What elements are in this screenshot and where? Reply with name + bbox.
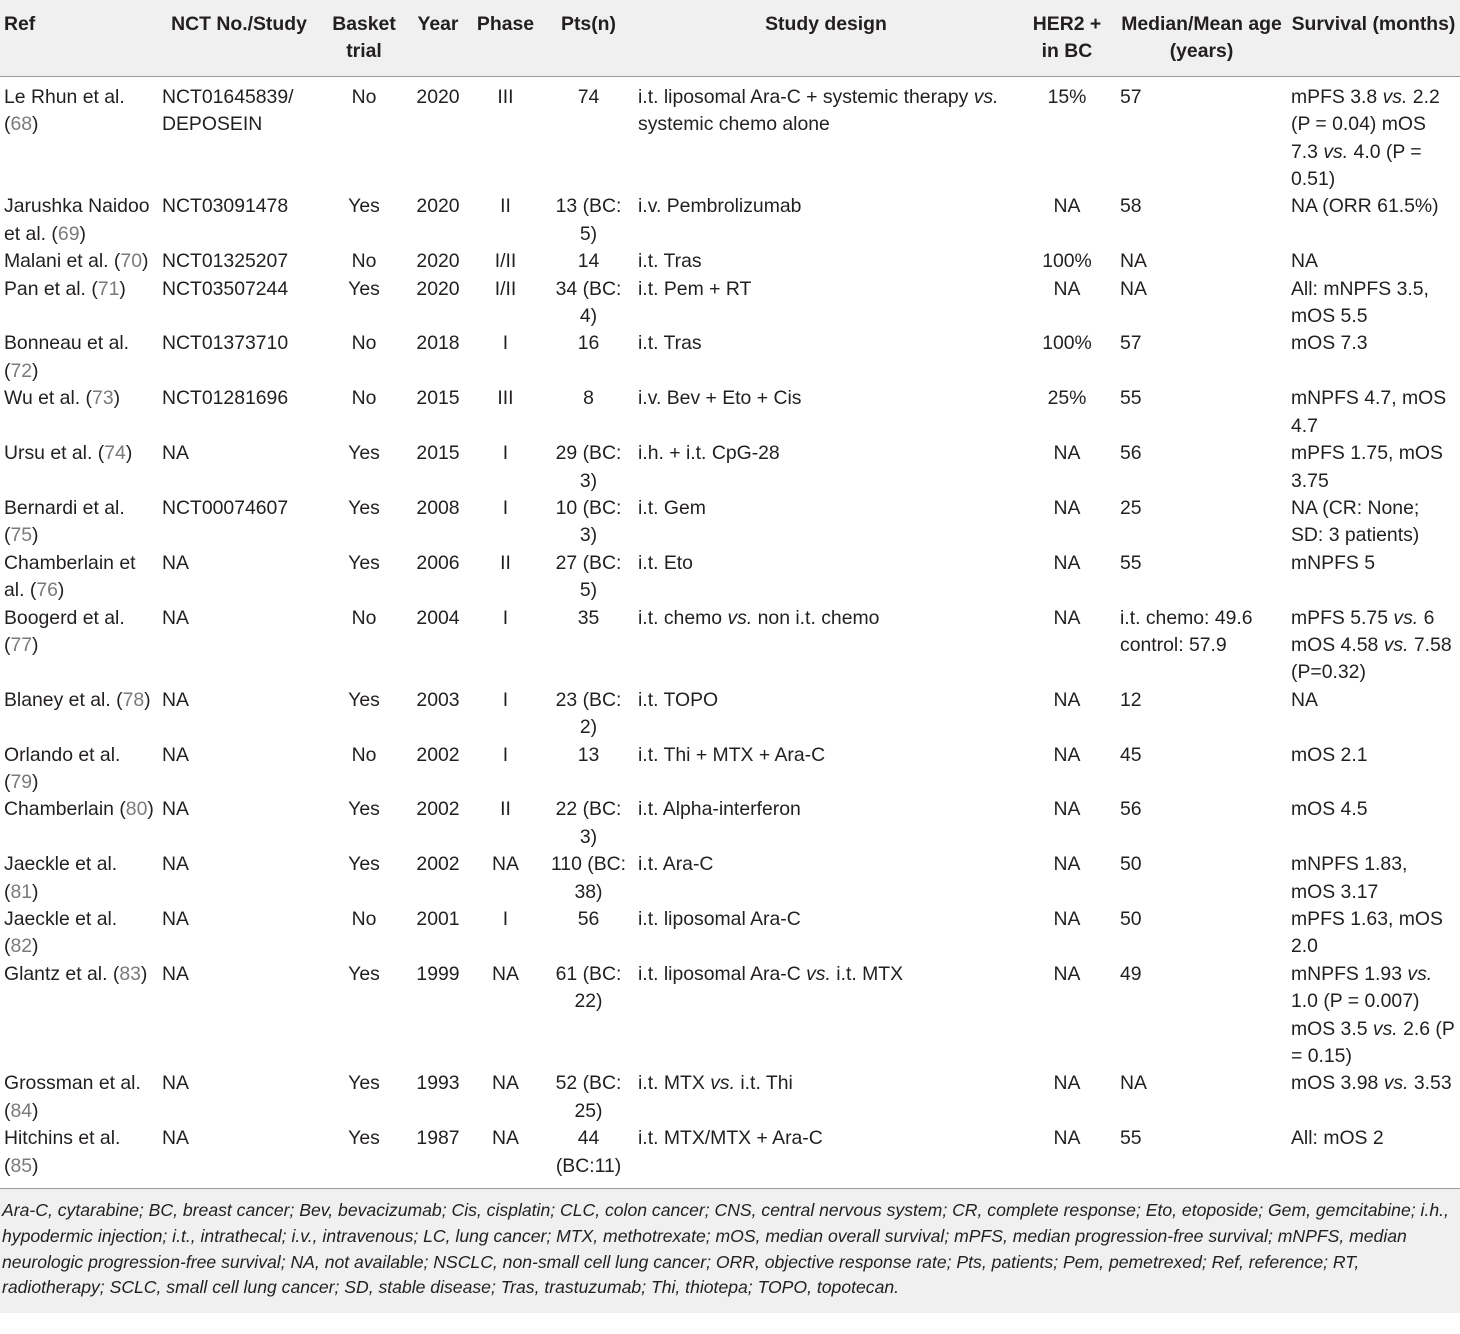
ref-number-link[interactable]: 77 — [10, 633, 33, 656]
ref-name: Ursu et al. — [4, 442, 93, 465]
cell-survival: mNPFS 5 — [1291, 551, 1376, 574]
cell-her2: 15% — [1047, 85, 1087, 108]
cell-nct: NCT01325207 — [162, 250, 289, 273]
table-row — [0, 193, 1460, 248]
cell-nct: NA — [162, 962, 189, 985]
cell-survival: NA — [1291, 688, 1318, 711]
cell-age: i.t. chemo: 49.6 control: 57.9 — [1120, 606, 1253, 656]
cell-age: 55 — [1120, 551, 1142, 574]
cell-her2: NA — [1053, 551, 1081, 574]
cell-basket: Yes — [348, 798, 380, 821]
cell-year: 2015 — [416, 387, 460, 410]
cell-survival: mPFS 3.8 vs. 2.2 (P = 0.04) mOS 7.3 vs. 4.0 (P = 0.51) — [1291, 85, 1440, 191]
cell-design: i.v. Bev + Eto + Cis — [638, 387, 802, 410]
table-row — [0, 495, 1460, 550]
cell-year: 2003 — [416, 688, 460, 711]
cell-year: 2020 — [416, 195, 460, 218]
cell-ref: Wu et al. (73) — [4, 387, 121, 410]
ref-name: Hitchins et al. — [4, 1127, 121, 1150]
cell-age: 57 — [1120, 85, 1142, 108]
ref-name: Wu et al. — [4, 387, 81, 410]
table-row — [0, 385, 1460, 440]
ref-name: Grossman et al. — [4, 1072, 141, 1095]
design-vs: vs. — [727, 606, 753, 629]
design-vs: vs. — [710, 1072, 735, 1095]
cell-her2: 100% — [1042, 250, 1092, 273]
cell-nct: NCT01373710 — [162, 332, 289, 355]
cell-pts: 110 (BC: 38) — [550, 853, 627, 903]
cell-survival: NA (ORR 61.5%) — [1291, 195, 1439, 218]
ref-number-link[interactable]: 75 — [10, 524, 33, 547]
cell-nct: NA — [162, 551, 189, 574]
table-row — [0, 276, 1460, 331]
ref-number-link[interactable]: 82 — [10, 935, 33, 958]
table-row — [0, 1070, 1460, 1125]
design-part-b: i.t. Thi — [740, 1072, 793, 1095]
table-row — [0, 906, 1460, 961]
table-row — [0, 248, 1460, 275]
ref-name: Jarushka Naidoo et al. — [4, 195, 150, 245]
cell-her2: NA — [1053, 442, 1081, 465]
header-basket: Basket trial — [332, 13, 396, 63]
header-ref: Ref — [4, 13, 36, 35]
design-part-a: i.t. chemo — [638, 606, 723, 629]
cell-year: 1999 — [416, 962, 460, 985]
cell-nct: NCT03091478 — [162, 195, 289, 218]
cell-survival: mNPFS 4.7, mOS 4.7 — [1291, 387, 1447, 437]
cell-design — [634, 605, 1018, 687]
table-header — [0, 0, 1460, 76]
cell-phase: I — [502, 496, 509, 519]
cell-design: i.t. Ara-C — [638, 853, 714, 876]
cell-design — [634, 76, 1018, 193]
cell-basket: Yes — [348, 1127, 380, 1150]
cell-ref: Orlando et al. (79) — [4, 743, 121, 793]
cell-pts: 44 (BC:11) — [555, 1127, 622, 1177]
table-row — [0, 961, 1460, 1071]
cell-year: 2020 — [416, 250, 460, 273]
cell-survival: mOS 2.1 — [1291, 743, 1368, 766]
design-part-b: i.t. MTX — [836, 962, 904, 985]
ref-number-link[interactable]: 81 — [10, 880, 33, 903]
cell-her2: NA — [1053, 496, 1081, 519]
ref-name: Jaeckle et al. — [4, 908, 118, 930]
table-body — [0, 76, 1460, 1188]
cell-nct: NA — [162, 1072, 189, 1095]
cell-phase: NA — [492, 1127, 519, 1150]
cell-basket: Yes — [348, 496, 380, 519]
cell-survival: mNPFS 1.93 vs. 1.0 (P = 0.007) mOS 3.5 vs. 2.6 (P = 0.15) — [1291, 962, 1455, 1068]
header-phase: Phase — [476, 13, 535, 35]
cell-basket: No — [351, 250, 377, 273]
cell-age: NA — [1120, 250, 1147, 273]
cell-survival: All: mNPFS 3.5, mOS 5.5 — [1291, 277, 1429, 328]
cell-age: 55 — [1120, 387, 1142, 410]
table-row — [0, 1125, 1460, 1188]
ref-number-link[interactable]: 84 — [10, 1099, 33, 1122]
cell-ref: Jaeckle et al. (81) — [4, 853, 118, 903]
cell-pts: 23 (BC: 2) — [555, 688, 622, 739]
cell-pts: 74 — [577, 85, 600, 108]
ref-number-link[interactable]: 71 — [97, 277, 120, 300]
cell-design: i.v. Pembrolizumab — [638, 195, 802, 218]
cell-phase: NA — [492, 1072, 519, 1095]
cell-phase: I — [502, 908, 509, 930]
cell-age: 58 — [1120, 195, 1142, 218]
ref-number-link[interactable]: 70 — [120, 250, 142, 273]
cell-pts: 14 — [577, 250, 600, 273]
cell-basket: Yes — [348, 195, 380, 218]
ref-number-link[interactable]: 85 — [10, 1154, 33, 1177]
table-row — [0, 76, 1460, 193]
cell-basket: No — [351, 387, 377, 410]
cell-year: 2020 — [416, 85, 460, 108]
cell-pts: 27 (BC: 5) — [555, 551, 622, 602]
cell-ref: Chamberlain et al. (76) — [4, 551, 136, 602]
cell-phase: NA — [492, 853, 519, 876]
ref-name: Le Rhun et al. — [4, 85, 125, 108]
header-pts: Pts(n) — [561, 13, 616, 35]
design-part-a: i.t. liposomal Ara-C + systemic therapy — [638, 85, 969, 108]
cell-design: i.t. MTX/MTX + Ara-C — [638, 1127, 823, 1150]
ref-name: Chamberlain — [4, 798, 114, 821]
design-vs: vs. — [973, 85, 999, 108]
cell-ref: Boogerd et al. (77) — [4, 606, 125, 656]
cell-survival: mOS 7.3 — [1291, 332, 1368, 355]
cell-pts: 13 (BC: 5) — [555, 195, 622, 245]
cell-year: 2004 — [416, 606, 460, 629]
cell-age: NA — [1120, 277, 1147, 300]
cell-pts: 61 (BC: 22) — [555, 962, 622, 1013]
cell-phase: III — [497, 85, 514, 108]
cell-phase: I/II — [494, 277, 517, 300]
ref-name: Chamberlain et al. — [4, 551, 136, 602]
cell-phase: I — [502, 332, 509, 355]
cell-ref: Pan et al. (71) — [4, 277, 126, 300]
cell-design: i.t. Tras — [638, 332, 702, 355]
cell-nct: NA — [162, 606, 189, 629]
header-design: Study design — [765, 13, 887, 35]
cell-survival: mNPFS 1.83, mOS 3.17 — [1291, 853, 1408, 903]
cell-her2: NA — [1053, 606, 1081, 629]
cell-ref: Glantz et al. (83) — [4, 962, 148, 985]
ref-number-link[interactable]: 76 — [36, 579, 58, 602]
cell-basket: Yes — [348, 277, 380, 300]
table-row — [0, 605, 1460, 687]
cell-phase: I — [502, 688, 509, 711]
cell-basket: No — [351, 85, 377, 108]
table-row — [0, 330, 1460, 385]
ref-number-link[interactable]: 78 — [122, 688, 145, 711]
cell-phase: II — [500, 798, 511, 821]
ref-name: Bernardi et al. — [4, 496, 125, 519]
cell-nct: NA — [162, 743, 189, 766]
cell-ref: Blaney et al. (78) — [4, 688, 151, 711]
cell-ref: Le Rhun et al. (68) — [4, 85, 125, 136]
cell-pts: 13 — [577, 743, 600, 766]
cell-survival: mOS 3.98 vs. 3.53 — [1291, 1072, 1452, 1095]
cell-her2: NA — [1053, 962, 1081, 985]
cell-survival: NA — [1291, 250, 1318, 273]
cell-phase: I — [502, 606, 509, 629]
cell-her2: 25% — [1047, 387, 1087, 410]
cell-survival: mPFS 1.63, mOS 2.0 — [1291, 908, 1443, 958]
header-her2: HER2 + in BC — [1032, 13, 1102, 63]
cell-basket: No — [351, 908, 377, 930]
cell-year: 1987 — [416, 1127, 460, 1150]
header-nct: NCT No./Study — [171, 13, 307, 35]
cell-age: 49 — [1120, 962, 1142, 985]
cell-year: 2015 — [416, 442, 460, 465]
cell-phase: I — [502, 442, 509, 465]
cell-year: 2001 — [416, 908, 460, 930]
cell-phase: III — [497, 387, 514, 410]
cell-age: NA — [1120, 1072, 1147, 1095]
ref-number-link[interactable]: 68 — [10, 113, 33, 136]
cell-phase: II — [500, 195, 511, 218]
cell-design: i.h. + i.t. CpG-28 — [638, 442, 780, 465]
ref-number-link[interactable]: 83 — [119, 962, 141, 985]
cell-ref: Jarushka Naidoo et al. (69) — [4, 195, 150, 245]
cell-pts: 16 — [577, 332, 600, 355]
cell-pts: 34 (BC: 4) — [555, 277, 622, 328]
design-part-b: systemic chemo alone — [638, 113, 830, 136]
cell-her2: NA — [1053, 1072, 1081, 1095]
table-row — [0, 550, 1460, 605]
cell-ref: Hitchins et al. (85) — [4, 1127, 121, 1177]
cell-design: i.t. Pem + RT — [638, 277, 752, 300]
cell-her2: NA — [1053, 908, 1081, 930]
ref-number-link[interactable]: 69 — [57, 222, 80, 245]
cell-survival: mPFS 1.75, mOS 3.75 — [1291, 442, 1443, 492]
ref-number-link[interactable]: 79 — [10, 770, 33, 793]
ref-number-link[interactable]: 72 — [10, 359, 33, 382]
cell-her2: NA — [1053, 853, 1081, 876]
cell-year: 1993 — [416, 1072, 460, 1095]
ref-name: Boogerd et al. — [4, 606, 125, 629]
cell-pts: 56 — [577, 908, 600, 930]
cell-nct: NCT01281696 — [162, 387, 289, 410]
cell-age: 45 — [1120, 743, 1142, 766]
ref-name: Malani et al. — [4, 250, 109, 273]
cell-design: i.t. Eto — [638, 551, 693, 574]
cell-pts: 35 — [577, 606, 600, 629]
table-row — [0, 742, 1460, 797]
header-year: Year — [417, 13, 459, 35]
cell-year: 2006 — [416, 551, 460, 574]
design-part-b: non i.t. chemo — [757, 606, 880, 629]
cell-her2: NA — [1053, 798, 1081, 821]
cell-phase: I — [502, 743, 509, 766]
cell-pts: 8 — [583, 387, 594, 410]
cell-pts: 52 (BC: 25) — [555, 1072, 622, 1122]
cell-design: i.t. Gem — [638, 496, 706, 519]
cell-nct: NA — [162, 442, 189, 465]
cell-age: 12 — [1120, 688, 1142, 711]
cell-ref: Malani et al. (70) — [4, 250, 149, 273]
cell-her2: NA — [1053, 195, 1081, 218]
cell-survival: mPFS 5.75 vs. 6 mOS 4.58 vs. 7.58 (P=0.32) — [1291, 606, 1452, 684]
cell-design — [634, 961, 1018, 1071]
cell-phase: NA — [492, 962, 519, 985]
ref-name: Glantz et al. — [4, 962, 108, 985]
ref-name: Orlando et al. — [4, 743, 121, 766]
cell-survival: NA (CR: None; SD: 3 patients) — [1291, 496, 1420, 547]
design-vs: vs. — [806, 962, 831, 985]
ref-name: Jaeckle et al. — [4, 853, 118, 876]
ref-name: Bonneau et al. — [4, 332, 130, 355]
cell-her2: 100% — [1042, 332, 1092, 355]
table-row — [0, 796, 1460, 851]
ref-name: Pan et al. — [4, 277, 86, 300]
cell-basket: No — [351, 743, 377, 766]
cell-age: 50 — [1120, 853, 1142, 876]
design-part-a: i.t. liposomal Ara-C — [638, 962, 801, 985]
table-row — [0, 851, 1460, 906]
cell-nct: NA — [162, 853, 189, 876]
table-footnote: Ara-C, cytarabine; BC, breast cancer; Bev, bevacizumab; Cis, cisplatin; CLC, colon cancer; CNS, central nervous system; CR, complete response; Eto, etoposide; Gem, gemcitabine; i.h., hypodermic injection; i.t., intrathecal; i.v., intravenous; LC, lung cancer; MTX, methotrexate; mOS, median overall survival; mPFS, median progression-free survival; mNPFS, median neurologic progression-free survival; NA, not available; NSCLC, non-small cell lung cancer; ORR, objective response rate; Pts, patients; Pem, pemetrexed; Ref, reference; RT, radiotherapy; SCLC, small cell lung cancer; SD, stable disease; Tras, trastuzumab; Thi, thiotepa; TOPO, topotecan. — [0, 1188, 1460, 1313]
cell-design: i.t. Tras — [638, 250, 702, 273]
cell-pts: 29 (BC: 3) — [555, 442, 622, 492]
cell-ref: Bonneau et al. (72) — [4, 332, 130, 382]
cell-her2: NA — [1053, 1127, 1081, 1150]
cell-her2: NA — [1053, 743, 1081, 766]
header-survival: Survival (months) — [1291, 13, 1456, 35]
cell-survival: All: mOS 2 — [1291, 1127, 1384, 1150]
cell-nct: NCT00074607 — [162, 496, 289, 519]
cell-ref: Ursu et al. (74) — [4, 442, 133, 465]
cell-design: i.t. Thi + MTX + Ara-C — [638, 743, 826, 766]
header-row — [0, 0, 1460, 76]
cell-basket: Yes — [348, 853, 380, 876]
cell-year: 2002 — [416, 853, 460, 876]
cell-year: 2018 — [416, 332, 460, 355]
cell-design: i.t. Alpha-interferon — [638, 798, 801, 821]
cell-age: 56 — [1120, 442, 1142, 465]
cell-age: 50 — [1120, 908, 1142, 930]
cell-basket: No — [351, 332, 377, 355]
cell-basket: Yes — [348, 442, 380, 465]
cell-design — [634, 1070, 1018, 1125]
cell-year: 2020 — [416, 277, 460, 300]
cell-phase: I/II — [494, 250, 517, 273]
ref-number-link[interactable]: 74 — [104, 442, 126, 465]
cell-year: 2002 — [416, 743, 460, 766]
cell-year: 2008 — [416, 496, 460, 519]
cell-nct: NA — [162, 798, 189, 821]
cell-design: i.t. TOPO — [638, 688, 719, 711]
cell-phase: II — [500, 551, 511, 574]
ref-number-link[interactable]: 80 — [125, 798, 148, 821]
ref-number-link[interactable]: 73 — [92, 387, 114, 410]
cell-nct: NCT03507244 — [162, 277, 289, 300]
cell-age: 56 — [1120, 798, 1142, 821]
ref-name: Blaney et al. — [4, 688, 111, 711]
cell-year: 2002 — [416, 798, 460, 821]
cell-nct: NA — [162, 908, 189, 930]
cell-basket: Yes — [348, 1072, 380, 1095]
cell-survival: mOS 4.5 — [1291, 798, 1368, 821]
cell-age: 57 — [1120, 332, 1142, 355]
cell-age: 55 — [1120, 1127, 1142, 1150]
cell-ref: Chamberlain (80) — [4, 798, 154, 821]
cell-nct: NA — [162, 1127, 189, 1150]
cell-age: 25 — [1120, 496, 1142, 519]
table-row — [0, 440, 1460, 495]
cell-basket: Yes — [348, 962, 380, 985]
cell-ref: Grossman et al. (84) — [4, 1072, 141, 1122]
cell-basket: Yes — [348, 551, 380, 574]
cell-ref: Jaeckle et al. (82) — [4, 908, 118, 958]
design-part-a: i.t. MTX — [638, 1072, 705, 1095]
cell-pts: 22 (BC: 3) — [555, 798, 622, 848]
cell-her2: NA — [1053, 277, 1081, 300]
cell-design: i.t. liposomal Ara-C — [638, 908, 801, 930]
cell-her2: NA — [1053, 688, 1081, 711]
cell-basket: Yes — [348, 688, 380, 711]
cell-nct: NA — [162, 688, 189, 711]
cell-basket: No — [351, 606, 377, 629]
header-age: Median/Mean age (years) — [1121, 13, 1282, 63]
cell-pts: 10 (BC: 3) — [555, 496, 622, 547]
table-row — [0, 687, 1460, 742]
cell-ref: Bernardi et al. (75) — [4, 496, 125, 547]
cell-nct: NCT01645839/ DEPOSEIN — [162, 85, 294, 136]
